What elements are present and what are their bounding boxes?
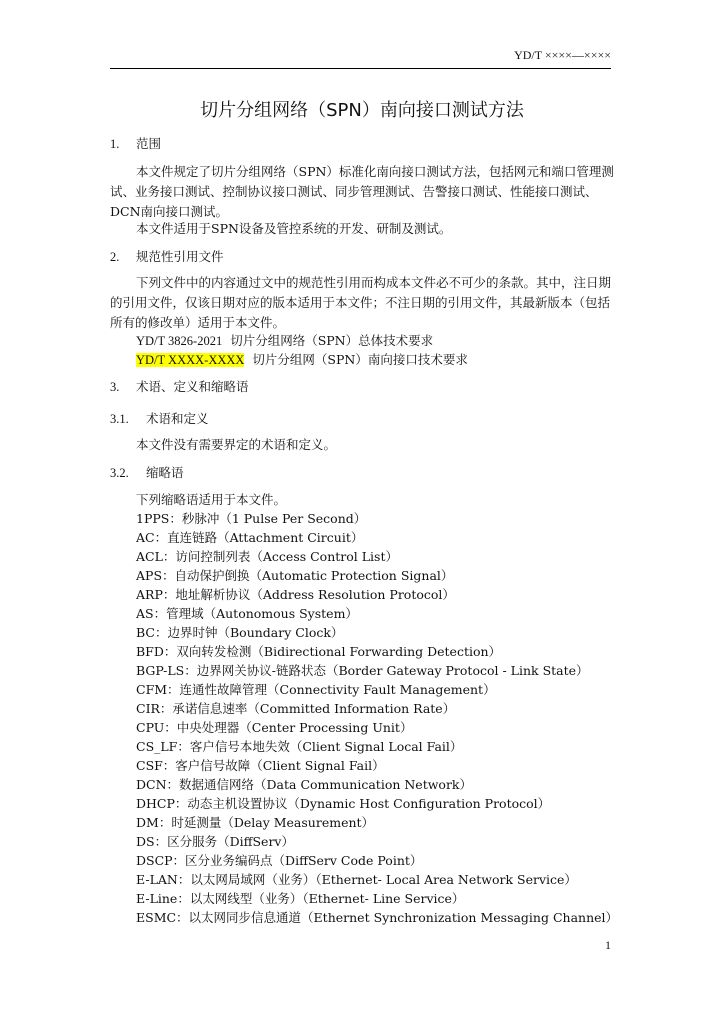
abbreviation-item: BGP-LS：边界网关协议-链路状态（Border Gateway Protocol - Link State）	[136, 663, 589, 678]
abbreviation-item: CPU：中央处理器（Center Processing Unit）	[136, 720, 413, 735]
abbreviation-item: DHCP：动态主机设置协议（Dynamic Host Configuration Protocol）	[136, 796, 551, 811]
reference-1-title: 切片分组网络（SPN）总体技术要求	[230, 333, 434, 348]
section-3-number: 3.	[110, 380, 120, 394]
abbreviation-item: BFD：双向转发检测（Bidirectional Forwarding Detection）	[136, 644, 502, 659]
abbreviation-item: CFM：连通性故障管理（Connectivity Fault Management）	[136, 682, 496, 697]
section-3-2-intro: 下列缩略语适用于本文件。	[136, 492, 287, 507]
abbreviation-item: CSF：客户信号故障（Client Signal Fail）	[136, 758, 385, 773]
section-3-title: 术语、定义和缩略语	[136, 379, 249, 394]
section-1-title: 范围	[136, 136, 162, 151]
page-title: 切片分组网络（SPN）南向接口测试方法	[200, 100, 524, 121]
section-3-2-number: 3.2.	[110, 466, 129, 480]
reference-1-code: YD/T 3826-2021	[136, 334, 223, 348]
abbreviation-item: DM：时延测量（Delay Measurement）	[136, 815, 375, 830]
abbreviation-item: ACL：访问控制列表（Access Control List）	[136, 549, 398, 564]
abbreviation-item: CS_LF：客户信号本地失效（Client Signal Local Fail）	[136, 739, 463, 754]
header-document-code: YD/T ××××—××××	[514, 48, 611, 62]
reference-2-title: 切片分组网（SPN）南向接口技术要求	[252, 352, 468, 367]
page-number: 1	[605, 938, 611, 952]
header-divider	[110, 68, 611, 69]
abbreviation-item: E-LAN：以太网局域网（业务）（Ethernet- Local Area Network Service）	[136, 872, 577, 887]
abbreviation-item: DCN：数据通信网络（Data Communication Network）	[136, 777, 472, 792]
abbreviation-item: E-Line：以太网线型（业务）（Ethernet- Line Service）	[136, 891, 465, 906]
section-1-number: 1.	[110, 137, 120, 151]
section-1-paragraph-1: 本文件规定了切片分组网络（SPN）标准化南向接口测试方法，包括网元和端口管理测试、业务接口测试、控制协议接口测试、同步管理测试、告警接口测试、性能接口测试、DCN南向接口测试。	[110, 164, 614, 219]
abbreviation-item: AC：直连链路（Attachment Circuit）	[136, 530, 364, 545]
section-2-paragraph: 下列文件中的内容通过文中的规范性引用而构成本文件必不可少的条款。其中，注日期的引用文件，仅该日期对应的版本适用于本文件；不注日期的引用文件，其最新版本（包括所有的修改单）适用于本文件。	[110, 275, 612, 330]
section-2-title: 规范性引用文件	[136, 249, 224, 264]
abbreviation-item: BC：边界时钟（Boundary Clock）	[136, 625, 344, 640]
abbreviation-item: 1PPS：秒脉冲（1 Pulse Per Second）	[136, 511, 367, 526]
section-3-heading	[110, 377, 249, 397]
abbreviation-item: ESMC：以太网同步信息通道（Ethernet Synchronization Messaging Channel）	[136, 910, 619, 925]
section-2-number: 2.	[110, 250, 120, 264]
section-3-1-title: 术语和定义	[146, 411, 209, 426]
abbreviation-item: APS：自动保护倒换（Automatic Protection Signal）	[136, 568, 454, 583]
section-1-heading	[110, 134, 161, 154]
abbreviation-item: DSCP：区分业务编码点（DiffServ Code Point）	[136, 853, 423, 868]
section-1-paragraph-2: 本文件适用于SPN设备及管控系统的开发、研制及测试。	[136, 221, 452, 236]
reference-2-code: YD/T XXXX-XXXX	[136, 353, 245, 367]
section-3-1-number: 3.1.	[110, 412, 129, 426]
abbreviation-item: CIR：承诺信息速率（Committed Information Rate）	[136, 701, 456, 716]
section-3-2-heading	[110, 463, 184, 483]
reference-1	[136, 331, 433, 351]
section-3-1-paragraph: 本文件没有需要界定的术语和定义。	[136, 437, 337, 452]
section-2-heading	[110, 247, 224, 267]
abbreviation-item: AS：管理域（Autonomous System）	[136, 606, 358, 621]
reference-2	[136, 350, 468, 370]
section-3-1-heading	[110, 409, 209, 429]
abbreviation-item: ARP：地址解析协议（Address Resolution Protocol）	[136, 587, 455, 602]
section-3-2-title: 缩略语	[146, 465, 184, 480]
abbreviation-item: DS：区分服务（DiffServ）	[136, 834, 294, 849]
